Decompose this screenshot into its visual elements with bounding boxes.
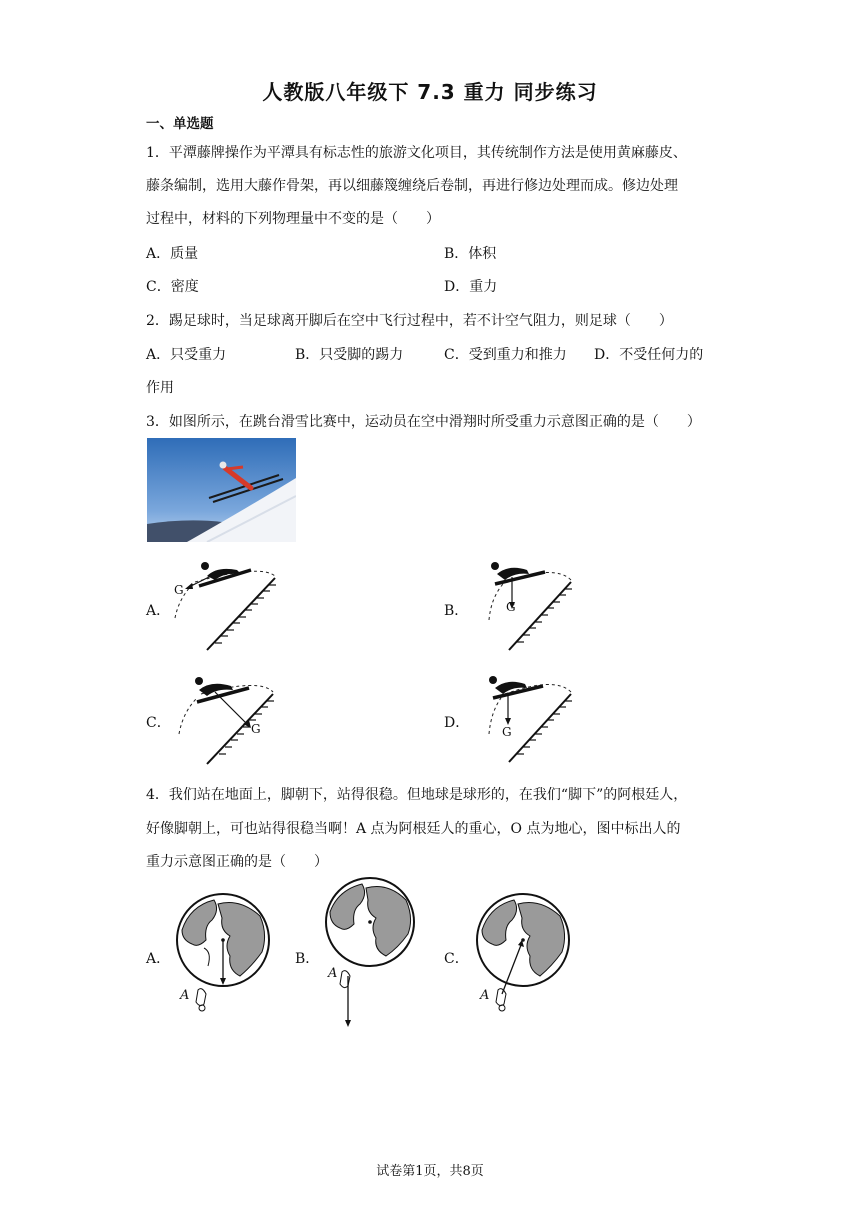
q3-stem: 3．如图所示，在跳台滑雪比赛中，运动员在空中滑翔时所受重力示意图正确的是（ ） bbox=[146, 414, 701, 430]
q3-label-c[interactable]: C． bbox=[146, 715, 171, 731]
q2-option-d[interactable]: D．不受任何力的 bbox=[594, 347, 704, 363]
section-heading: 一、单选题 bbox=[146, 116, 214, 132]
q3-figure-c bbox=[165, 672, 285, 766]
q4-line-1: 4．我们站在地面上，脚朝下，站得很稳。但地球是球形的，在我们“脚下”的阿根廷人， bbox=[146, 787, 688, 803]
q1-option-a[interactable]: A．质量 bbox=[146, 246, 199, 262]
page-title: 人教版八年级下 7.3 重力 同步练习 bbox=[262, 80, 598, 104]
q3-figure-d bbox=[475, 672, 585, 766]
q4-globe-c bbox=[468, 890, 578, 1015]
q4-c-point-label: A bbox=[480, 988, 490, 1003]
q1-option-d[interactable]: D．重力 bbox=[444, 279, 498, 295]
q4-globe-b bbox=[318, 876, 418, 1032]
q3-d-g-label: G bbox=[502, 725, 512, 739]
q4-b-point-label: A bbox=[328, 966, 338, 981]
q4-line-2: 好像脚朝上，可也站得很稳当啊！A 点为阿根廷人的重心，O 点为地心，图中标出人的 bbox=[146, 821, 681, 837]
q1-option-c[interactable]: C．密度 bbox=[146, 279, 199, 295]
ski-jump-photo bbox=[147, 438, 296, 542]
q3-figure-b bbox=[475, 560, 585, 652]
q3-b-g-label: G bbox=[506, 600, 516, 614]
page-footer: 试卷第1页，共8页 bbox=[376, 1164, 484, 1179]
q3-figure-a bbox=[165, 558, 285, 654]
q2-option-a[interactable]: A．只受重力 bbox=[146, 347, 227, 363]
q4-a-point-label: A bbox=[180, 988, 190, 1003]
q4-line-3: 重力示意图正确的是（ ） bbox=[146, 854, 328, 870]
q3-label-b[interactable]: B． bbox=[444, 603, 469, 619]
q1-option-b[interactable]: B．体积 bbox=[444, 246, 497, 262]
q3-c-g-label: G bbox=[251, 722, 261, 736]
q3-label-d[interactable]: D． bbox=[444, 715, 470, 731]
q3-label-a[interactable]: A． bbox=[146, 603, 171, 619]
q4-label-c[interactable]: C． bbox=[444, 951, 469, 967]
q2-option-b[interactable]: B．只受脚的踢力 bbox=[295, 347, 404, 363]
q1-line-2: 藤条编制，选用大藤作骨架，再以细藤篾缠绕后卷制，再进行修边处理而成。修边处理 bbox=[146, 178, 678, 194]
q4-globe-a bbox=[168, 890, 278, 1015]
q1-line-1: 1．平潭藤牌操作为平潭具有标志性的旅游文化项目，其传统制作方法是使用黄麻藤皮、 bbox=[146, 145, 687, 161]
q4-label-a[interactable]: A． bbox=[146, 951, 171, 967]
q3-a-g-label: G bbox=[174, 583, 184, 597]
q2-option-d-continuation: 作用 bbox=[146, 380, 174, 396]
q1-line-3: 过程中，材料的下列物理量中不变的是（ ） bbox=[146, 211, 440, 227]
q4-label-b[interactable]: B． bbox=[295, 951, 320, 967]
q2-stem: 2．踢足球时，当足球离开脚后在空中飞行过程中，若不计空气阻力，则足球（ ） bbox=[146, 313, 673, 329]
q2-option-c[interactable]: C．受到重力和推力 bbox=[444, 347, 567, 363]
